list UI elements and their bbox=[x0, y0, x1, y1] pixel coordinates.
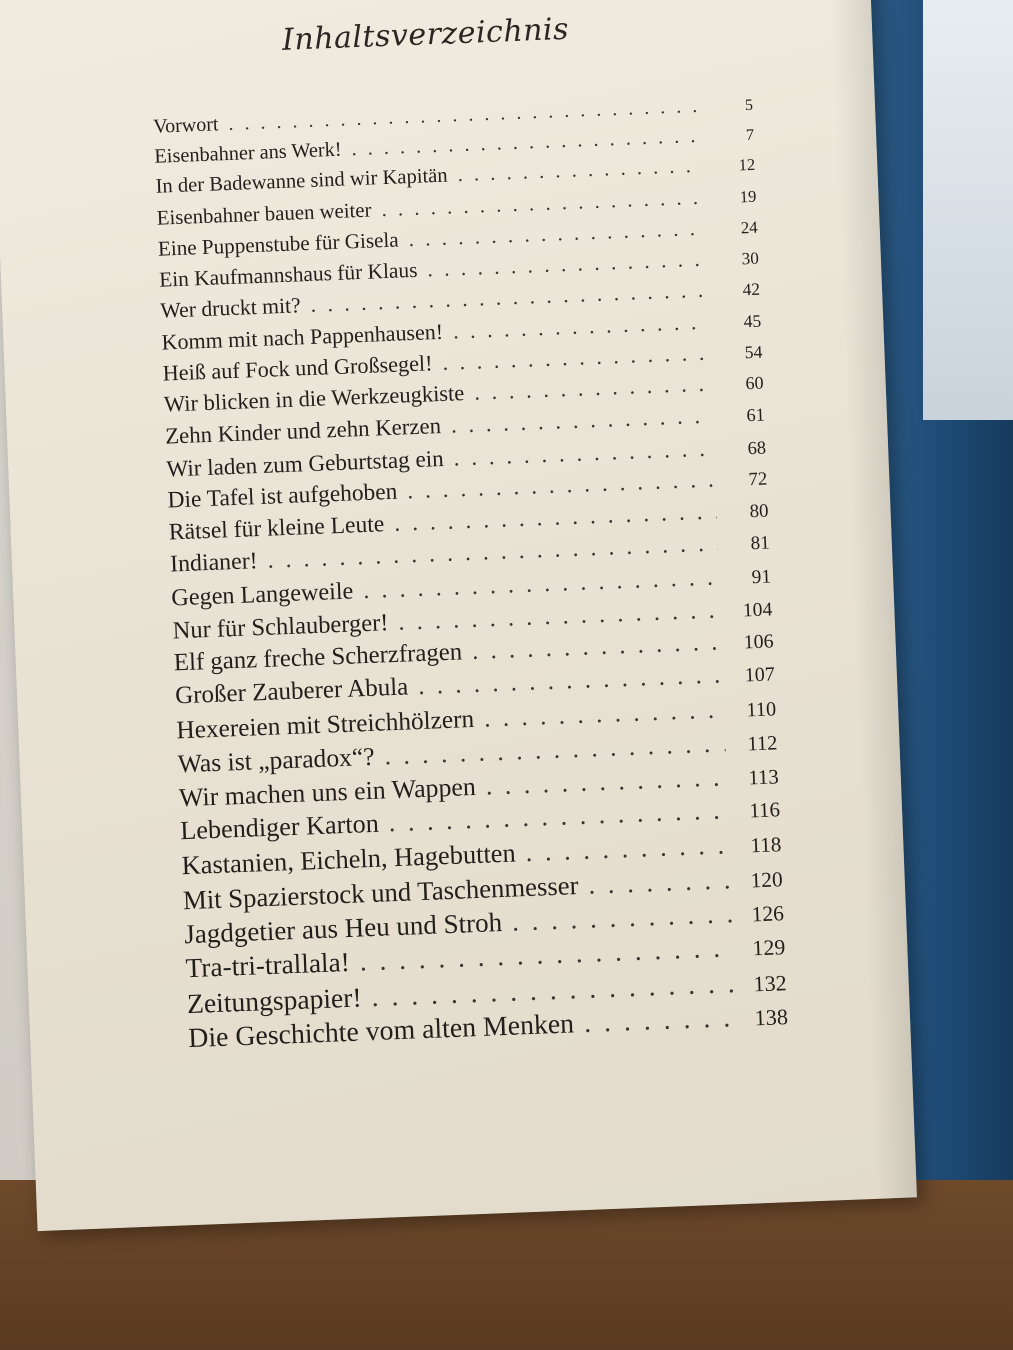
toc-entry-title: Die Tafel ist aufgehoben bbox=[167, 478, 398, 514]
toc-entry-page-number: 45 bbox=[743, 310, 762, 332]
toc-entry-title: Wer druckt mit? bbox=[159, 292, 302, 323]
toc-entry-title: Eisenbahner ans Werk! bbox=[154, 138, 342, 168]
toc-entry-page-number: 113 bbox=[748, 765, 780, 790]
toc-entry-title: Lebendiger Karton bbox=[179, 809, 380, 846]
toc-entry-page-number: 68 bbox=[747, 437, 767, 459]
toc-leader-dots bbox=[578, 864, 731, 901]
toc-entry-title: Kastanien, Eicheln, Hagebutten bbox=[181, 837, 517, 881]
toc-entry-title: Zehn Kinder und zehn Kerzen bbox=[164, 413, 442, 449]
toc-entry-page-number: 91 bbox=[751, 566, 772, 588]
toc-entry-page-number: 81 bbox=[750, 532, 771, 555]
toc-entry-title: Zeitungspapier! bbox=[186, 981, 363, 1020]
toc-entry-page-number: 60 bbox=[745, 373, 764, 394]
toc-entry-page-number: 116 bbox=[748, 797, 781, 823]
toc-entry-title: Elf ganz freche Scherzfragen bbox=[173, 638, 463, 677]
toc-entry-page-number: 72 bbox=[748, 468, 768, 491]
book-cover-highlight bbox=[923, 0, 1013, 420]
toc-entry-title: In der Badewanne sind wir Kapitän bbox=[155, 164, 449, 198]
page-title: Inhaltsverzeichnis bbox=[281, 11, 570, 58]
toc-entry-page-number: 126 bbox=[751, 901, 785, 927]
toc-entry-title: Rätsel für kleine Leute bbox=[168, 511, 385, 546]
toc-entry-title: Heiß auf Fock und Großsegel! bbox=[162, 350, 433, 386]
toc-entry-title: Großer Zauberer Abula bbox=[174, 673, 409, 710]
toc-entry-page-number: 110 bbox=[746, 698, 777, 722]
toc-entry-page-number: 7 bbox=[745, 125, 755, 145]
toc-entry-title: Eisenbahner bauen weiter bbox=[156, 198, 372, 230]
toc-entry-page-number: 120 bbox=[750, 866, 784, 892]
table-of-contents bbox=[153, 93, 789, 1058]
toc-entry-page-number: 104 bbox=[742, 598, 773, 622]
toc-entry-title: Wir machen uns ein Wappen bbox=[178, 771, 477, 812]
toc-entry-page-number: 61 bbox=[746, 404, 766, 426]
toc-entry-page-number: 5 bbox=[744, 96, 754, 115]
toc-entry-title: Die Geschichte vom alten Menken bbox=[187, 1008, 575, 1055]
toc-entry-page-number: 30 bbox=[741, 248, 760, 269]
toc-entry-title: Jagdgetier aus Heu und Stroh bbox=[183, 906, 503, 950]
toc-entry-page-number: 107 bbox=[744, 663, 776, 688]
toc-entry-title: Wir blicken in die Werkzeugkiste bbox=[163, 380, 465, 418]
toc-entry-title: Eine Puppenstube für Gisela bbox=[157, 227, 400, 261]
toc-entry-title: Mit Spazierstock und Taschenmesser bbox=[182, 869, 579, 915]
toc-entry-page-number: 106 bbox=[743, 630, 774, 654]
toc-entry-title: Tra-tri-trallala! bbox=[185, 947, 351, 984]
toc-entry-title: Komm mit nach Pappenhausen! bbox=[161, 318, 444, 355]
toc-entry-title: Hexereien mit Streichhölzern bbox=[175, 704, 475, 745]
toc-entry-page-number: 138 bbox=[754, 1004, 789, 1031]
toc-leader-dots bbox=[573, 1002, 736, 1040]
toc-entry-title: Gegen Langeweile bbox=[170, 577, 354, 612]
toc-entry-title: Nur für Schlauberger! bbox=[172, 608, 389, 644]
toc-entry-title: Wir laden zum Geburtstag ein bbox=[165, 444, 445, 482]
toc-entry-title: Indianer! bbox=[169, 548, 259, 578]
toc-entry-page-number: 42 bbox=[742, 279, 761, 299]
toc-entry-page-number: 54 bbox=[744, 341, 763, 363]
toc-entry-title: Was ist „paradox“? bbox=[177, 741, 376, 779]
toc-entry-page-number: 19 bbox=[739, 186, 757, 206]
toc-entry-title: Vorwort bbox=[152, 113, 219, 138]
toc-entry-title: Ein Kaufmannshaus für Klaus bbox=[158, 257, 418, 292]
toc-entry-page-number: 118 bbox=[749, 832, 782, 858]
toc-entry-page-number: 132 bbox=[753, 970, 788, 997]
toc-entry-page-number: 24 bbox=[740, 217, 758, 238]
toc-entry-page-number: 112 bbox=[747, 732, 778, 756]
toc-entry-page-number: 12 bbox=[738, 154, 756, 175]
toc-entry-page-number: 80 bbox=[749, 500, 769, 523]
toc-entry-page-number: 129 bbox=[752, 935, 786, 961]
